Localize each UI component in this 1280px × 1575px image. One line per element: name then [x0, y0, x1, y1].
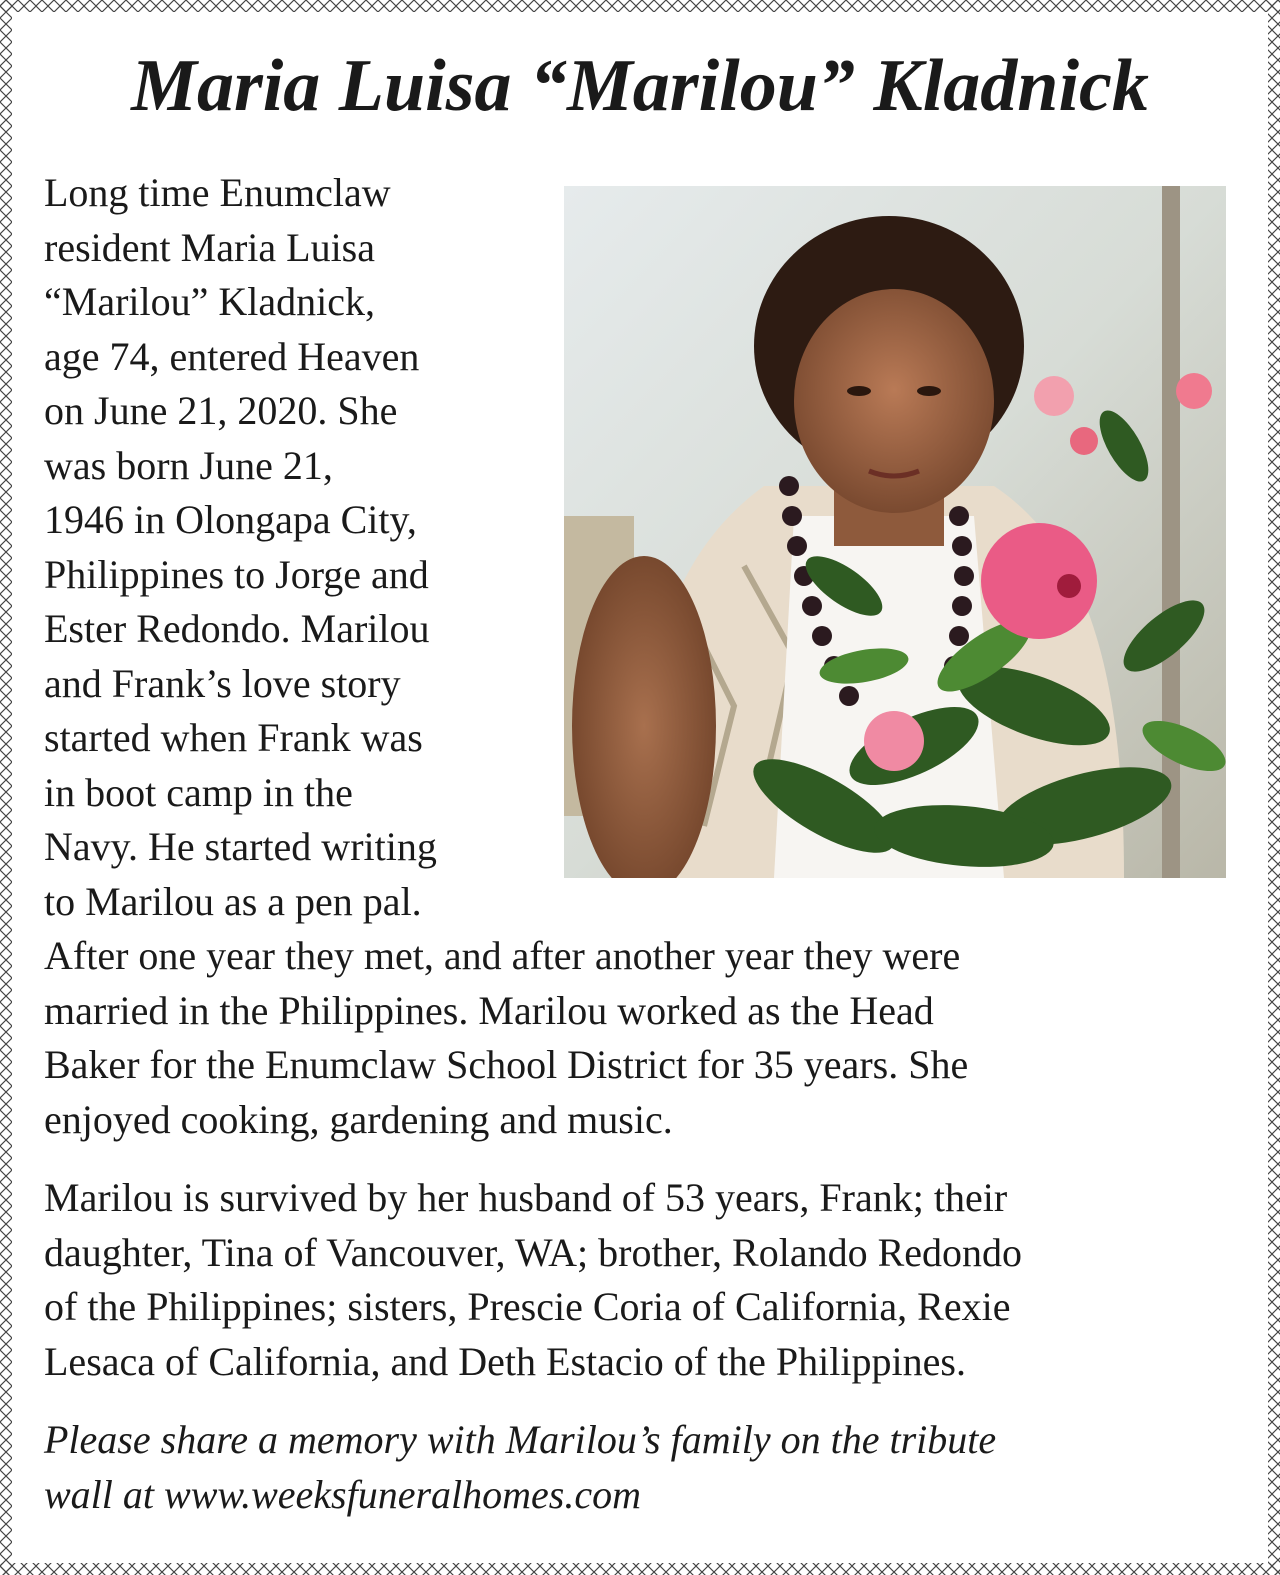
- obituary-body: [44, 166, 1229, 1522]
- tribute-link-line[interactable]: wall at www.weeksfuneralhomes.com: [44, 1471, 641, 1517]
- text-line: Lesaca of California, and Deth Estacio of the Philippines.: [44, 1338, 966, 1384]
- obituary-page: [44, 40, 1236, 1540]
- obituary-title: Maria Luisa “Marilou” Kladnick: [131, 45, 1149, 127]
- text-line: was born June 21,: [44, 442, 333, 488]
- text-line: age 74, entered Heaven: [44, 333, 420, 379]
- text-line: Navy. He started writing: [44, 824, 437, 869]
- text-line: “Marilou” Kladnick,: [44, 279, 375, 324]
- text-line: started when Frank was: [44, 715, 423, 760]
- text-line: Ester Redondo. Marilou: [44, 606, 430, 651]
- text-line: After one year they met, and after another year they were: [44, 933, 961, 978]
- text-line: 1946 in Olongapa City,: [44, 497, 417, 542]
- text-line: and Frank’s love story: [44, 660, 401, 706]
- paragraph-survivors: [44, 1171, 1229, 1389]
- text-line: on June 21, 2020. She: [44, 388, 398, 433]
- text-line: Baker for the Enumclaw School District for 35 years. She: [44, 1042, 969, 1087]
- text-line: resident Maria Luisa: [44, 224, 375, 270]
- text-line: daughter, Tina of Vancouver, WA; brother, Rolando Redondo: [44, 1229, 1023, 1275]
- text-line: of the Philippines; sisters, Prescie Coria of California, Rexie: [44, 1284, 1011, 1329]
- text-line: Please share a memory with Marilou’s family on the tribute: [44, 1417, 997, 1462]
- text-line: Marilou is survived by her husband of 53 years, Frank; their: [44, 1175, 1008, 1220]
- paragraph-biography: [44, 166, 1229, 1147]
- text-line: in boot camp in the: [44, 769, 353, 815]
- text-line: Philippines to Jorge and: [44, 551, 429, 597]
- text-line: Long time Enumclaw: [44, 170, 391, 215]
- text-line: to Marilou as a pen pal.: [44, 878, 422, 924]
- paragraph-tribute-note: [44, 1413, 1229, 1522]
- text-line: married in the Philippines. Marilou worked as the Head: [44, 987, 934, 1033]
- text-line: enjoyed cooking, gardening and music.: [44, 1096, 673, 1142]
